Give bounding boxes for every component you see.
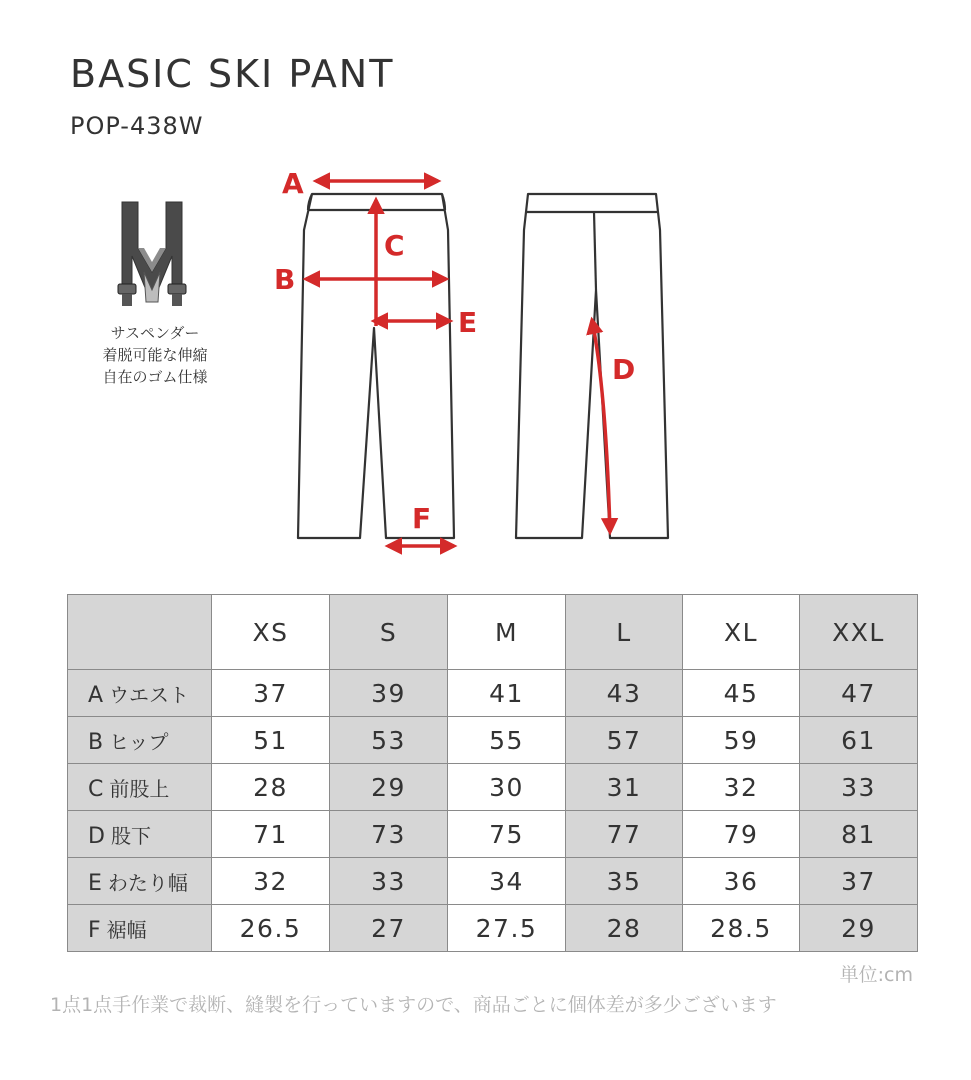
size-header-xl: XL (683, 595, 800, 670)
table-cell: 53 (330, 717, 448, 764)
table-cell: 77 (566, 811, 683, 858)
table-cell: 28.5 (683, 905, 800, 952)
table-cell: 57 (566, 717, 683, 764)
label-f: F (412, 502, 432, 535)
table-cell: 29 (330, 764, 448, 811)
table-cell: 39 (330, 670, 448, 717)
table-cell: 33 (800, 764, 918, 811)
row-label: B ヒップ (68, 717, 212, 764)
disclaimer-note: 1点1点手作業で裁断、縫製を行っていますので、商品ごとに個体差が多少ございます (50, 994, 777, 1016)
caption-line: 自在のゴム仕様 (102, 368, 208, 386)
size-header-l: L (566, 595, 683, 670)
table-cell: 32 (683, 764, 800, 811)
size-header-m: M (448, 595, 566, 670)
row-label: A ウエスト (68, 670, 212, 717)
row-label: F 裾幅 (68, 905, 212, 952)
table-cell: 51 (212, 717, 330, 764)
pants-measurement-diagram (268, 160, 688, 560)
table-cell: 59 (683, 717, 800, 764)
table-header-row (68, 595, 918, 670)
table-cell: 29 (800, 905, 918, 952)
table-row (68, 858, 918, 905)
table-row (68, 764, 918, 811)
size-header-xxl: XXL (800, 595, 918, 670)
back-pants-outline (516, 194, 668, 538)
table-cell: 47 (800, 670, 918, 717)
table-cell: 37 (800, 858, 918, 905)
table-row (68, 905, 918, 952)
size-header-xs: XS (212, 595, 330, 670)
table-cell: 27.5 (448, 905, 566, 952)
table-row (68, 717, 918, 764)
table-cell: 34 (448, 858, 566, 905)
page-title: BASIC SKI PANT (70, 52, 395, 96)
table-cell: 41 (448, 670, 566, 717)
label-b: B (274, 263, 296, 296)
table-cell: 27 (330, 905, 448, 952)
table-cell: 45 (683, 670, 800, 717)
table-cell: 26.5 (212, 905, 330, 952)
unit-note: 単位:cm (839, 964, 913, 986)
table-cell: 61 (800, 717, 918, 764)
table-cell: 36 (683, 858, 800, 905)
row-label: C 前股上 (68, 764, 212, 811)
table-cell: 37 (212, 670, 330, 717)
table-cell: 55 (448, 717, 566, 764)
table-row (68, 811, 918, 858)
label-e: E (458, 306, 478, 339)
table-cell: 31 (566, 764, 683, 811)
table-cell: 81 (800, 811, 918, 858)
table-cell: 30 (448, 764, 566, 811)
table-cell: 71 (212, 811, 330, 858)
table-cell: 28 (566, 905, 683, 952)
label-a: A (282, 167, 304, 200)
caption-line: サスペンダー (110, 324, 200, 342)
label-d: D (612, 353, 636, 386)
table-cell: 35 (566, 858, 683, 905)
model-number: POP-438W (70, 112, 204, 140)
size-header-s: S (330, 595, 448, 670)
table-cell: 73 (330, 811, 448, 858)
size-chart-table (67, 594, 918, 952)
label-c: C (384, 229, 405, 262)
suspender-caption (70, 322, 240, 388)
table-cell: 75 (448, 811, 566, 858)
table-corner-cell (68, 595, 212, 670)
suspender-icon (108, 198, 196, 310)
caption-line: 着脱可能な伸縮 (102, 346, 208, 364)
row-label: E わたり幅 (68, 858, 212, 905)
table-cell: 33 (330, 858, 448, 905)
table-cell: 43 (566, 670, 683, 717)
table-cell: 32 (212, 858, 330, 905)
row-label: D 股下 (68, 811, 212, 858)
table-cell: 79 (683, 811, 800, 858)
table-row (68, 670, 918, 717)
table-cell: 28 (212, 764, 330, 811)
